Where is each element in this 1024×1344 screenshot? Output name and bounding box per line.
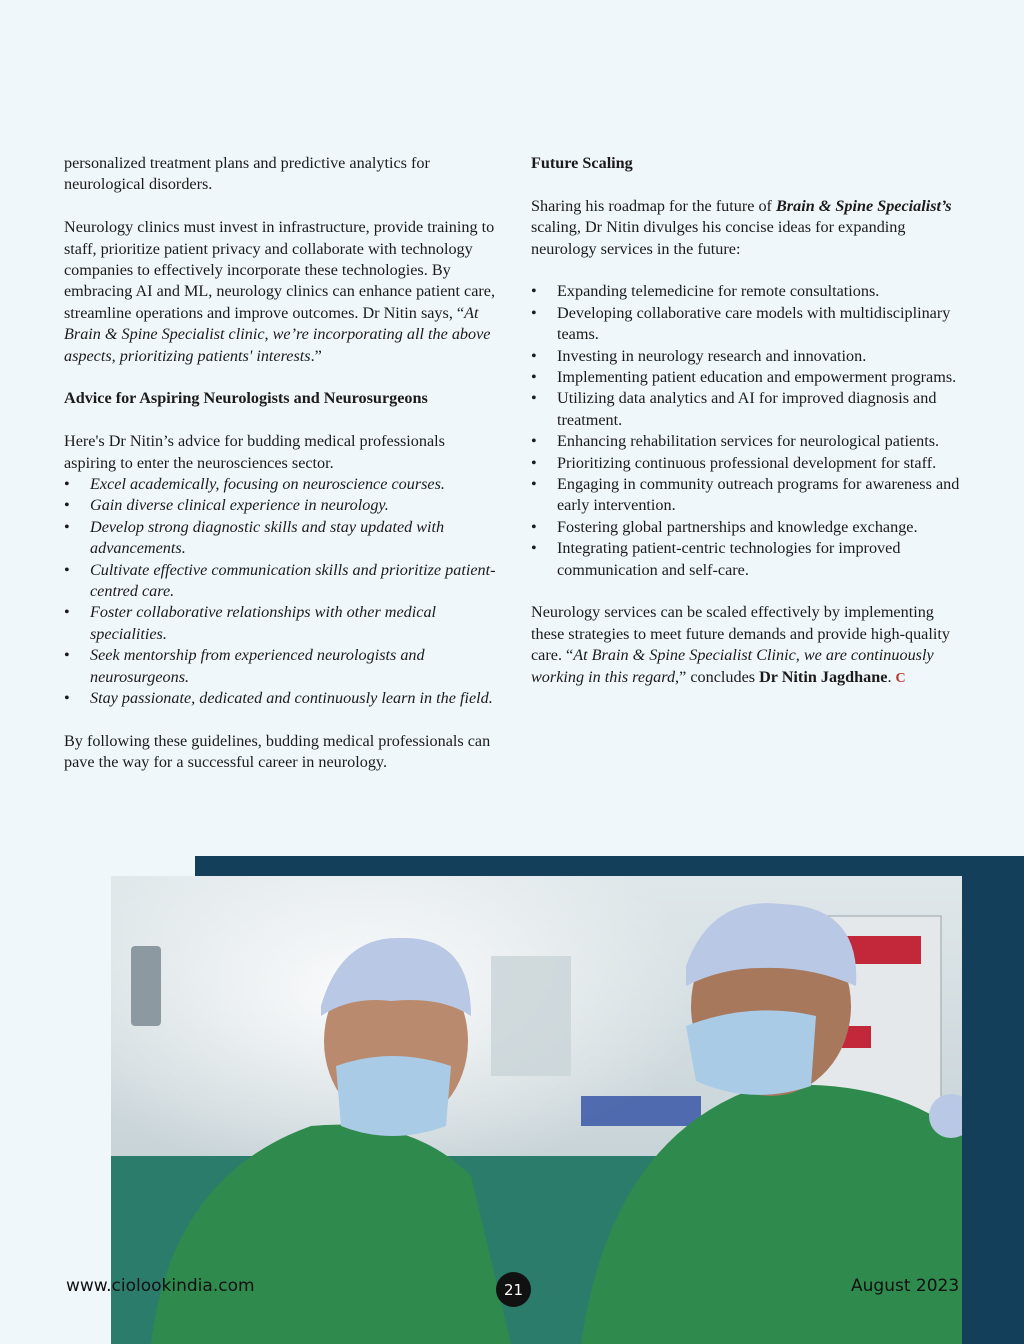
list-item: • Implementing patient education and empowerment programs. — [531, 367, 961, 388]
right-paragraph-1-text: Sharing his roadmap for the future of — [531, 196, 776, 215]
list-item: • Prioritizing continuous professional development for staff. — [531, 453, 961, 474]
page-number-badge: 21 — [496, 1272, 531, 1307]
right-paragraph-1 — [531, 196, 961, 260]
right-quote: At Brain & Spine Specialist Clinic, we are continuously working in this regard — [531, 646, 934, 686]
closing-period: . — [887, 667, 896, 686]
list-item: • Seek mentorship from experienced neurologists and neurosurgeons. — [64, 645, 496, 688]
left-paragraph-2 — [64, 217, 496, 367]
end-mark-icon: C — [895, 670, 906, 686]
left-paragraph-2-text: Neurology clinics must invest in infrastructure, provide training to staff, prioritize patient privacy and collaborate with technology companies to effectively incorporate these technologies. By embracing AI and ML, neurology clinics can enhance patient care, streamline operations and improve outcomes. Dr Nitin says, “ — [64, 218, 496, 322]
list-item: • Utilizing data analytics and AI for improved diagnosis and treatment. — [531, 388, 961, 431]
left-quote-end: .” — [310, 346, 322, 365]
left-column — [64, 153, 496, 774]
list-item: • Developing collaborative care models with multidisciplinary teams. — [531, 303, 961, 346]
list-item: • Develop strong diagnostic skills and stay updated with advancements. — [64, 517, 496, 560]
list-item: • Cultivate effective communication skills and prioritize patient-centred care. — [64, 560, 496, 603]
list-item: • Investing in neurology research and innovation. — [531, 346, 961, 367]
list-item: • Engaging in community outreach programs for awareness and early intervention. — [531, 474, 961, 517]
left-quote: At Brain & Spine Specialist clinic, we’re incorporating all the above aspects, prioritizing patients' interests — [64, 303, 491, 365]
right-quote-end: ,” concludes — [675, 667, 760, 686]
list-item: • Expanding telemedicine for remote consultations. — [531, 281, 961, 302]
list-item: • Gain diverse clinical experience in neurology. — [64, 495, 496, 516]
footer-date: August 2023 — [851, 1276, 960, 1296]
author-name: Dr Nitin Jagdhane — [759, 667, 888, 686]
list-item: • Enhancing rehabilitation services for neurological patients. — [531, 431, 961, 452]
right-paragraph-1-rest: scaling, Dr Nitin divulges his concise ideas for expanding neurology services in the future: — [531, 218, 906, 258]
advice-list — [64, 474, 496, 709]
right-paragraph-2 — [531, 602, 961, 689]
left-paragraph-4: By following these guidelines, budding medical professionals can pave the way for a successful career in neurology. — [64, 731, 491, 772]
list-item: • Foster collaborative relationships with other medical specialities. — [64, 602, 496, 645]
footer-website: www.ciolookindia.com — [66, 1276, 255, 1296]
advice-heading: Advice for Aspiring Neurologists and Neurosurgeons — [64, 389, 428, 408]
brand-name: Brain & Spine Specialist’s — [776, 196, 952, 215]
left-paragraph-3: Here's Dr Nitin’s advice for budding medical professionals aspiring to enter the neurosciences sector. — [64, 432, 445, 472]
list-item: • Integrating patient-centric technologies for improved communication and self-care. — [531, 538, 961, 581]
operating-room-illustration — [111, 876, 962, 1344]
list-item: • Fostering global partnerships and knowledge exchange. — [531, 517, 961, 538]
ideas-list — [531, 281, 961, 581]
right-column — [531, 153, 961, 689]
left-paragraph-1: personalized treatment plans and predictive analytics for neurological disorders. — [64, 154, 430, 194]
future-scaling-heading: Future Scaling — [531, 154, 633, 172]
right-paragraph-2-text: Neurology services can be scaled effectively by implementing these strategies to meet future demands and provide high-quality care. “ — [531, 603, 950, 665]
list-item: • Excel academically, focusing on neuroscience courses. — [64, 474, 496, 495]
list-item: • Stay passionate, dedicated and continuously learn in the field. — [64, 688, 496, 709]
surgeons-photo — [111, 876, 962, 1344]
